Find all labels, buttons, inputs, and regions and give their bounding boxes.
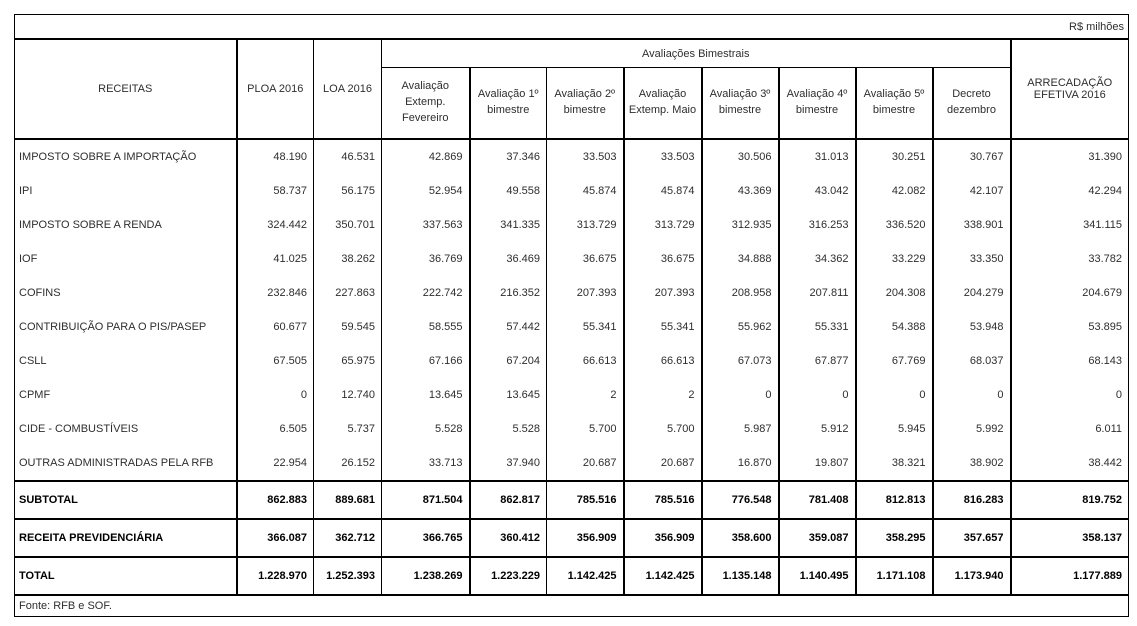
value-cell: 13.645 xyxy=(470,378,547,412)
value-cell: 33.713 xyxy=(382,446,470,481)
value-cell: 33.503 xyxy=(547,139,624,174)
value-cell: 889.681 xyxy=(314,481,382,519)
value-cell: 67.505 xyxy=(237,344,314,378)
value-cell: 337.563 xyxy=(382,208,470,242)
row-label: OUTRAS ADMINISTRADAS PELA RFB xyxy=(19,457,214,469)
value-cell: 222.742 xyxy=(382,276,470,310)
value-cell: 816.283 xyxy=(933,481,1011,519)
row-label: IOF xyxy=(19,253,38,265)
value-cell: 862.883 xyxy=(237,481,314,519)
group-header-avaliacoes-bimestrais: Avaliações Bimestrais xyxy=(382,39,1011,68)
value-cell: 208.958 xyxy=(702,276,779,310)
value-cell: 1.142.425 xyxy=(624,557,702,595)
value-cell: 338.901 xyxy=(933,208,1011,242)
value-cell: 358.600 xyxy=(702,519,779,557)
value-cell: 781.408 xyxy=(779,481,856,519)
value-cell: 5.528 xyxy=(382,412,470,446)
value-cell: 37.940 xyxy=(470,446,547,481)
value-cell: 358.295 xyxy=(856,519,933,557)
row-label: CONTRIBUIÇÃO PARA O PIS/PASEP xyxy=(19,321,207,333)
column-header-decreto-dezembro: Decreto dezembro xyxy=(933,68,1011,140)
value-cell: 67.204 xyxy=(470,344,547,378)
value-cell: 6.505 xyxy=(237,412,314,446)
column-header-avaliacao-5-bimestre: Avaliação 5º bimestre xyxy=(856,68,933,140)
value-cell: 5.912 xyxy=(779,412,856,446)
value-cell: 204.679 xyxy=(1011,276,1129,310)
value-cell: 53.948 xyxy=(933,310,1011,344)
value-cell: 207.393 xyxy=(547,276,624,310)
value-cell: 38.902 xyxy=(933,446,1011,481)
value-cell: 5.992 xyxy=(933,412,1011,446)
value-cell: 350.701 xyxy=(314,208,382,242)
column-header-avaliacao-3-bimestre: Avaliação 3º bimestre xyxy=(702,68,779,140)
value-cell: 341.115 xyxy=(1011,208,1129,242)
value-cell: 55.962 xyxy=(702,310,779,344)
value-cell: 358.137 xyxy=(1011,519,1129,557)
value-cell: 56.175 xyxy=(314,174,382,208)
row-label: SUBTOTAL xyxy=(15,481,237,519)
row-label: CIDE - COMBUSTÍVEIS xyxy=(19,423,139,435)
value-cell: 5.700 xyxy=(624,412,702,446)
value-cell: 316.253 xyxy=(779,208,856,242)
value-cell: 36.469 xyxy=(470,242,547,276)
value-cell: 30.251 xyxy=(856,139,933,174)
source-row xyxy=(15,595,1129,617)
value-cell: 68.143 xyxy=(1011,344,1129,378)
value-cell: 5.528 xyxy=(470,412,547,446)
table-row xyxy=(15,446,1129,481)
row-label: RECEITA PREVIDENCIÁRIA xyxy=(15,519,237,557)
value-cell: 1.252.393 xyxy=(314,557,382,595)
value-cell: 42.294 xyxy=(1011,174,1129,208)
value-cell: 36.769 xyxy=(382,242,470,276)
value-cell: 30.767 xyxy=(933,139,1011,174)
table-row xyxy=(15,276,1129,310)
header-row-groups xyxy=(15,39,1129,68)
value-cell: 16.870 xyxy=(702,446,779,481)
value-cell: 0 xyxy=(856,378,933,412)
value-cell: 207.811 xyxy=(779,276,856,310)
unit-row xyxy=(15,15,1129,40)
value-cell: 55.331 xyxy=(779,310,856,344)
value-cell: 38.321 xyxy=(856,446,933,481)
column-header-ploa-2016: PLOA 2016 xyxy=(237,39,314,139)
value-cell: 0 xyxy=(237,378,314,412)
value-cell: 53.895 xyxy=(1011,310,1129,344)
column-header-avaliacao-2-bimestre: Avaliação 2º bimestre xyxy=(547,68,624,140)
summary-row xyxy=(15,557,1129,595)
table-row xyxy=(15,378,1129,412)
value-cell: 1.140.495 xyxy=(779,557,856,595)
table-row xyxy=(15,174,1129,208)
value-cell: 43.369 xyxy=(702,174,779,208)
value-cell: 313.729 xyxy=(624,208,702,242)
value-cell: 1.228.970 xyxy=(237,557,314,595)
value-cell: 216.352 xyxy=(470,276,547,310)
value-cell: 58.737 xyxy=(237,174,314,208)
table-row xyxy=(15,139,1129,174)
value-cell: 862.817 xyxy=(470,481,547,519)
value-cell: 36.675 xyxy=(547,242,624,276)
value-cell: 2 xyxy=(547,378,624,412)
value-cell: 26.152 xyxy=(314,446,382,481)
value-cell: 42.082 xyxy=(856,174,933,208)
value-cell: 0 xyxy=(933,378,1011,412)
value-cell: 30.506 xyxy=(702,139,779,174)
value-cell: 336.520 xyxy=(856,208,933,242)
row-label: IMPOSTO SOBRE A RENDA xyxy=(19,219,162,231)
value-cell: 341.335 xyxy=(470,208,547,242)
value-cell: 66.613 xyxy=(624,344,702,378)
value-cell: 5.945 xyxy=(856,412,933,446)
table-row xyxy=(15,412,1129,446)
value-cell: 785.516 xyxy=(624,481,702,519)
table-row xyxy=(15,344,1129,378)
value-cell: 38.442 xyxy=(1011,446,1129,481)
value-cell: 1.238.269 xyxy=(382,557,470,595)
value-cell: 313.729 xyxy=(547,208,624,242)
value-cell: 5.987 xyxy=(702,412,779,446)
table-row xyxy=(15,242,1129,276)
row-label: CSLL xyxy=(19,355,47,367)
row-label: IMPOSTO SOBRE A IMPORTAÇÃO xyxy=(15,139,237,174)
value-cell: 55.341 xyxy=(547,310,624,344)
value-cell: 59.545 xyxy=(314,310,382,344)
value-cell: 356.909 xyxy=(547,519,624,557)
value-cell: 204.279 xyxy=(933,276,1011,310)
value-cell: 871.504 xyxy=(382,481,470,519)
value-cell: 207.393 xyxy=(624,276,702,310)
column-header-avaliacao-4-bimestre: Avaliação 4º bimestre xyxy=(779,68,856,140)
value-cell: 366.765 xyxy=(382,519,470,557)
value-cell: 1.173.940 xyxy=(933,557,1011,595)
value-cell: 55.341 xyxy=(624,310,702,344)
value-cell: 48.190 xyxy=(237,139,314,174)
value-cell: 58.555 xyxy=(382,310,470,344)
value-cell: 42.869 xyxy=(382,139,470,174)
value-cell: 68.037 xyxy=(933,344,1011,378)
value-cell: 360.412 xyxy=(470,519,547,557)
value-cell: 812.813 xyxy=(856,481,933,519)
value-cell: 41.025 xyxy=(237,242,314,276)
value-cell: 356.909 xyxy=(624,519,702,557)
value-cell: 67.166 xyxy=(382,344,470,378)
column-header-avaliacao-extemp-maio: Avaliação Extemp. Maio xyxy=(624,68,702,140)
value-cell: 2 xyxy=(624,378,702,412)
value-cell: 1.135.148 xyxy=(702,557,779,595)
column-header-receitas: RECEITAS xyxy=(98,83,153,95)
column-header-avaliacao-extemp-fevereiro: Avaliação Extemp. Fevereiro xyxy=(382,68,470,140)
value-cell: 45.874 xyxy=(624,174,702,208)
value-cell: 1.171.108 xyxy=(856,557,933,595)
value-cell: 37.346 xyxy=(470,139,547,174)
value-cell: 36.675 xyxy=(624,242,702,276)
value-cell: 20.687 xyxy=(547,446,624,481)
column-header-loa-2016: LOA 2016 xyxy=(314,39,382,139)
value-cell: 819.752 xyxy=(1011,481,1129,519)
value-cell: 227.863 xyxy=(314,276,382,310)
value-cell: 776.548 xyxy=(702,481,779,519)
unit-label: R$ milhões xyxy=(15,15,1129,40)
row-label: TOTAL xyxy=(15,557,237,595)
value-cell: 54.388 xyxy=(856,310,933,344)
column-header-avaliacao-1-bimestre: Avaliação 1º bimestre xyxy=(470,68,547,140)
value-cell: 366.087 xyxy=(237,519,314,557)
value-cell: 1.177.889 xyxy=(1011,557,1129,595)
value-cell: 33.350 xyxy=(933,242,1011,276)
value-cell: 362.712 xyxy=(314,519,382,557)
value-cell: 359.087 xyxy=(779,519,856,557)
value-cell: 33.782 xyxy=(1011,242,1129,276)
value-cell: 52.954 xyxy=(382,174,470,208)
value-cell: 0 xyxy=(1011,378,1129,412)
table-row xyxy=(15,208,1129,242)
value-cell: 34.362 xyxy=(779,242,856,276)
value-cell: 31.013 xyxy=(779,139,856,174)
value-cell: 204.308 xyxy=(856,276,933,310)
value-cell: 232.846 xyxy=(237,276,314,310)
row-label: COFINS xyxy=(19,287,61,299)
value-cell: 22.954 xyxy=(237,446,314,481)
summary-row xyxy=(15,519,1129,557)
value-cell: 67.769 xyxy=(856,344,933,378)
value-cell: 20.687 xyxy=(624,446,702,481)
table-row xyxy=(15,310,1129,344)
value-cell: 31.390 xyxy=(1011,139,1129,174)
summary-row xyxy=(15,481,1129,519)
value-cell: 0 xyxy=(779,378,856,412)
value-cell: 49.558 xyxy=(470,174,547,208)
value-cell: 1.142.425 xyxy=(547,557,624,595)
value-cell: 324.442 xyxy=(237,208,314,242)
row-label: CPMF xyxy=(19,389,51,401)
value-cell: 34.888 xyxy=(702,242,779,276)
revenue-table xyxy=(14,14,1129,617)
value-cell: 5.700 xyxy=(547,412,624,446)
value-cell: 6.011 xyxy=(1011,412,1129,446)
value-cell: 0 xyxy=(702,378,779,412)
value-cell: 38.262 xyxy=(314,242,382,276)
value-cell: 66.613 xyxy=(547,344,624,378)
value-cell: 13.645 xyxy=(382,378,470,412)
value-cell: 65.975 xyxy=(314,344,382,378)
value-cell: 42.107 xyxy=(933,174,1011,208)
value-cell: 312.935 xyxy=(702,208,779,242)
value-cell: 5.737 xyxy=(314,412,382,446)
value-cell: 43.042 xyxy=(779,174,856,208)
value-cell: 357.657 xyxy=(933,519,1011,557)
value-cell: 33.503 xyxy=(624,139,702,174)
value-cell: 46.531 xyxy=(314,139,382,174)
value-cell: 785.516 xyxy=(547,481,624,519)
value-cell: 1.223.229 xyxy=(470,557,547,595)
column-header-arrecadacao-efetiva-2016: ARRECADAÇÃO EFETIVA 2016 xyxy=(1011,39,1129,139)
value-cell: 67.073 xyxy=(702,344,779,378)
value-cell: 19.807 xyxy=(779,446,856,481)
value-cell: 45.874 xyxy=(547,174,624,208)
row-label: IPI xyxy=(19,185,33,197)
table-body xyxy=(15,139,1129,595)
value-cell: 67.877 xyxy=(779,344,856,378)
value-cell: 12.740 xyxy=(314,378,382,412)
source-note: Fonte: RFB e SOF. xyxy=(15,595,1129,617)
value-cell: 60.677 xyxy=(237,310,314,344)
value-cell: 57.442 xyxy=(470,310,547,344)
value-cell: 33.229 xyxy=(856,242,933,276)
